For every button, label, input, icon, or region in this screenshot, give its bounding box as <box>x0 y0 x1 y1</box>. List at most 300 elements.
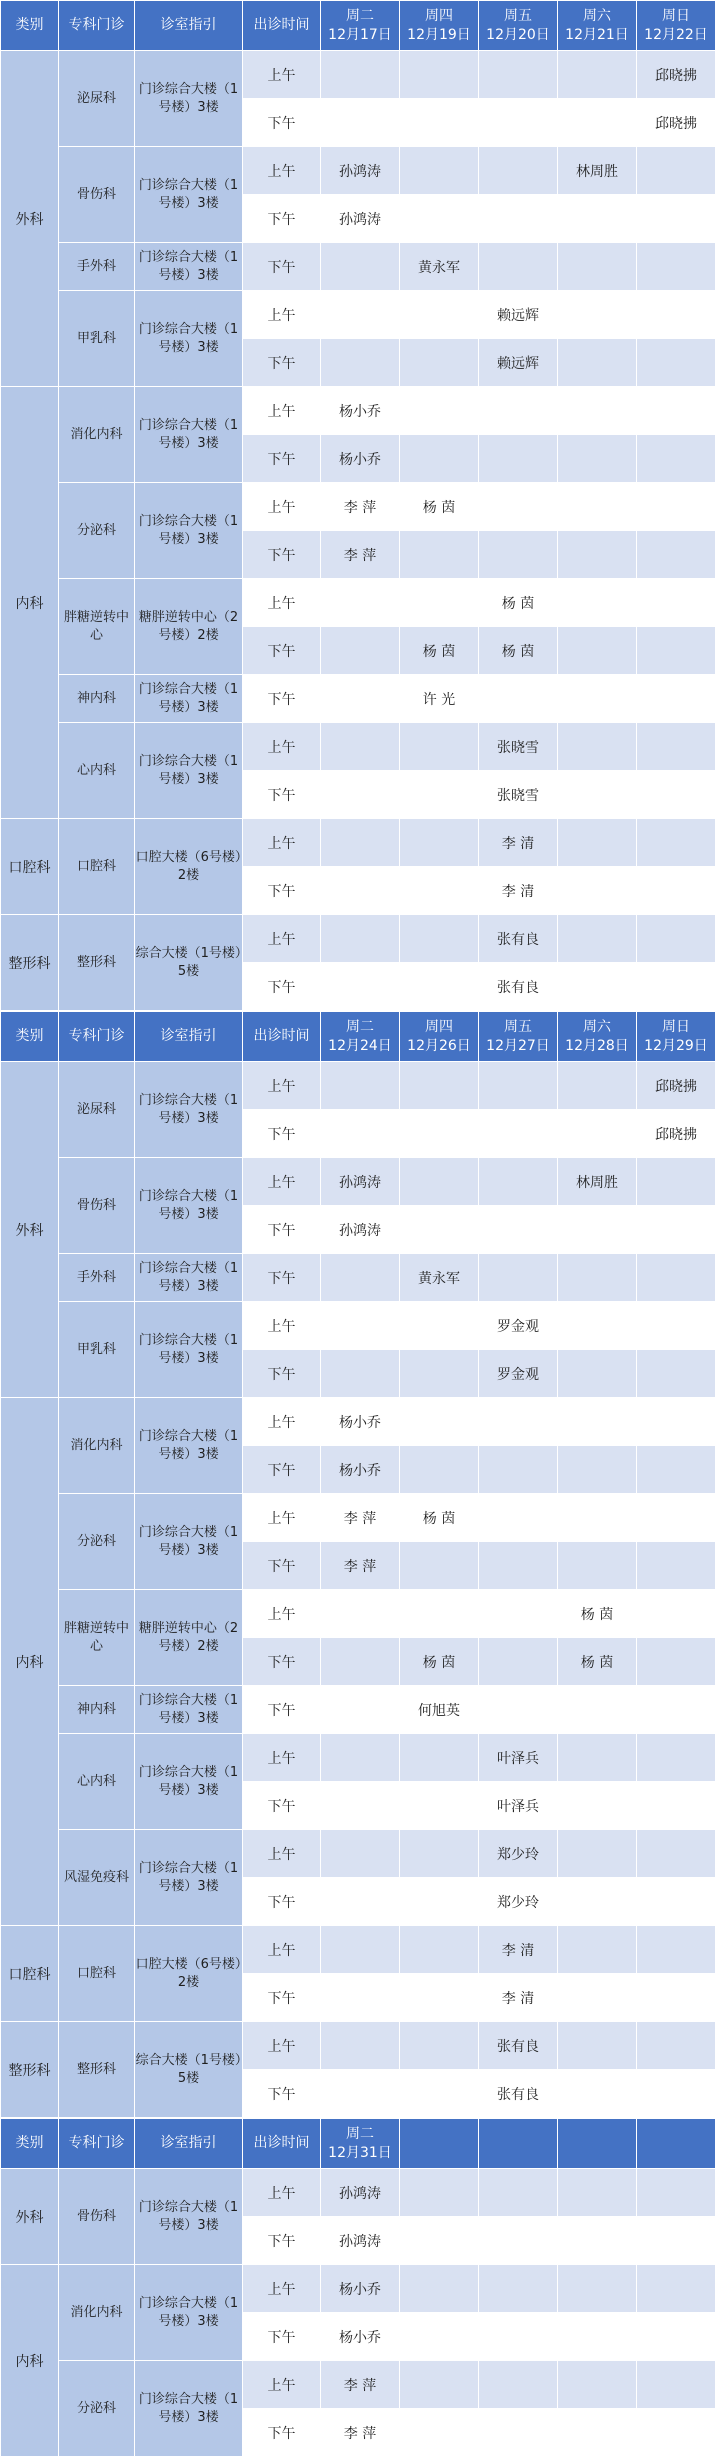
doctor-cell: 李 清 <box>479 1974 558 2022</box>
session-time-cell: 上午 <box>243 51 321 99</box>
doctor-cell: 杨 茵 <box>400 1494 479 1542</box>
doctor-cell: 郑少玲 <box>479 1830 558 1878</box>
doctor-cell <box>558 1830 637 1878</box>
session-time-cell: 上午 <box>243 915 321 963</box>
doctor-cell <box>321 579 400 627</box>
session-time-cell: 下午 <box>243 2313 321 2361</box>
doctor-cell <box>637 1446 715 1494</box>
doctor-cell <box>321 99 400 147</box>
category-cell: 整形科 <box>1 2022 59 2118</box>
doctor-cell <box>479 2409 558 2457</box>
doctor-cell <box>637 1686 715 1734</box>
header-specialty: 专科门诊 <box>59 1012 135 1062</box>
doctor-cell <box>321 963 400 1011</box>
schedule-row <box>1 1590 715 1638</box>
doctor-cell <box>637 915 715 963</box>
specialty-cell: 胖糖逆转中心 <box>59 579 135 675</box>
doctor-cell <box>479 1398 558 1446</box>
doctor-cell <box>558 1302 637 1350</box>
schedule-row <box>1 1926 715 1974</box>
doctor-cell <box>637 1350 715 1398</box>
doctor-cell: 杨 茵 <box>400 627 479 675</box>
doctor-cell <box>479 99 558 147</box>
doctor-cell: 杨小乔 <box>321 1398 400 1446</box>
doctor-cell <box>558 1878 637 1926</box>
doctor-cell: 张有良 <box>479 2070 558 2118</box>
doctor-cell: 赖远辉 <box>479 291 558 339</box>
doctor-cell <box>400 579 479 627</box>
doctor-cell <box>321 291 400 339</box>
doctor-cell <box>558 1254 637 1302</box>
doctor-cell <box>558 2169 637 2217</box>
session-time-cell: 下午 <box>243 1638 321 1686</box>
doctor-cell <box>321 1830 400 1878</box>
doctor-cell <box>637 819 715 867</box>
doctor-cell <box>479 1686 558 1734</box>
session-time-cell: 下午 <box>243 963 321 1011</box>
doctor-cell <box>558 99 637 147</box>
doctor-cell <box>558 435 637 483</box>
doctor-cell <box>479 2169 558 2217</box>
doctor-cell: 孙鸿涛 <box>321 2217 400 2265</box>
schedule-row <box>1 1398 715 1446</box>
doctor-cell <box>558 1206 637 1254</box>
doctor-cell <box>558 51 637 99</box>
doctor-cell: 杨小乔 <box>321 1446 400 1494</box>
header-row <box>1 1012 715 1062</box>
doctor-cell <box>479 2217 558 2265</box>
schedule-row <box>1 483 715 531</box>
session-time-cell: 上午 <box>243 2265 321 2313</box>
specialty-cell: 分泌科 <box>59 2361 135 2457</box>
session-time-cell: 上午 <box>243 2169 321 2217</box>
room-cell: 门诊综合大楼（1号楼）3楼 <box>135 1494 243 1590</box>
specialty-cell: 骨伤科 <box>59 147 135 243</box>
session-time-cell: 上午 <box>243 1926 321 1974</box>
doctor-cell <box>400 1446 479 1494</box>
doctor-cell <box>400 1158 479 1206</box>
doctor-cell <box>637 675 715 723</box>
doctor-cell <box>637 1494 715 1542</box>
session-time-cell: 下午 <box>243 1206 321 1254</box>
header-row <box>1 1 715 51</box>
header-day <box>558 2119 637 2169</box>
doctor-cell <box>321 243 400 291</box>
header-date: 12月27日 <box>479 1037 557 1056</box>
header-room: 诊室指引 <box>135 2119 243 2169</box>
doctor-cell <box>558 339 637 387</box>
doctor-cell <box>479 147 558 195</box>
doctor-cell <box>637 339 715 387</box>
schedule-row <box>1 1830 715 1878</box>
session-time-cell: 下午 <box>243 1254 321 1302</box>
doctor-cell <box>479 387 558 435</box>
header-day <box>321 1 400 51</box>
room-cell: 门诊综合大楼（1号楼）3楼 <box>135 2361 243 2457</box>
doctor-cell <box>400 387 479 435</box>
room-cell: 门诊综合大楼（1号楼）3楼 <box>135 1398 243 1494</box>
doctor-cell <box>637 291 715 339</box>
session-time-cell: 下午 <box>243 243 321 291</box>
category-cell: 外科 <box>1 51 59 387</box>
doctor-cell <box>479 435 558 483</box>
specialty-cell: 消化内科 <box>59 387 135 483</box>
doctor-cell: 罗金观 <box>479 1302 558 1350</box>
doctor-cell <box>637 1254 715 1302</box>
doctor-cell <box>637 483 715 531</box>
doctor-cell <box>400 723 479 771</box>
header-specialty: 专科门诊 <box>59 2119 135 2169</box>
header-category: 类别 <box>1 1012 59 1062</box>
doctor-cell <box>558 2070 637 2118</box>
doctor-cell <box>637 531 715 579</box>
room-cell: 门诊综合大楼（1号楼）3楼 <box>135 1158 243 1254</box>
header-weekday: 周六 <box>558 1018 636 1037</box>
header-row <box>1 2119 715 2169</box>
doctor-cell: 邱晓拂 <box>637 99 715 147</box>
doctor-cell <box>400 2265 479 2313</box>
category-cell: 整形科 <box>1 915 59 1011</box>
doctor-cell <box>479 1206 558 1254</box>
schedule-row <box>1 819 715 867</box>
doctor-cell: 邱晓拂 <box>637 51 715 99</box>
session-time-cell: 下午 <box>243 1542 321 1590</box>
doctor-cell: 张晓雪 <box>479 771 558 819</box>
doctor-cell <box>637 147 715 195</box>
session-time-cell: 下午 <box>243 531 321 579</box>
header-day <box>400 1012 479 1062</box>
doctor-cell: 孙鸿涛 <box>321 1206 400 1254</box>
session-time-cell: 下午 <box>243 1974 321 2022</box>
room-cell: 门诊综合大楼（1号楼）3楼 <box>135 723 243 819</box>
doctor-cell <box>321 819 400 867</box>
doctor-cell <box>637 1734 715 1782</box>
header-date: 12月28日 <box>558 1037 636 1056</box>
schedule-row <box>1 1686 715 1734</box>
doctor-cell: 郑少玲 <box>479 1878 558 1926</box>
doctor-cell <box>321 1974 400 2022</box>
doctor-cell <box>400 1302 479 1350</box>
doctor-cell <box>558 387 637 435</box>
header-day <box>400 2119 479 2169</box>
doctor-cell <box>400 99 479 147</box>
header-weekday: 周六 <box>558 7 636 26</box>
doctor-cell <box>558 2313 637 2361</box>
doctor-cell: 李 萍 <box>321 2361 400 2409</box>
doctor-cell <box>637 2070 715 2118</box>
category-cell: 口腔科 <box>1 1926 59 2022</box>
doctor-cell: 杨 茵 <box>400 483 479 531</box>
header-weekday: 周四 <box>400 1018 478 1037</box>
header-category: 类别 <box>1 1 59 51</box>
schedule-table-week-2 <box>0 1011 715 2118</box>
specialty-cell: 甲乳科 <box>59 1302 135 1398</box>
header-day <box>637 2119 715 2169</box>
schedule-row <box>1 2022 715 2070</box>
room-cell: 口腔大楼（6号楼）2楼 <box>135 1926 243 2022</box>
doctor-cell <box>400 771 479 819</box>
room-cell: 糖胖逆转中心（2号楼）2楼 <box>135 579 243 675</box>
header-weekday: 周二 <box>321 1018 399 1037</box>
doctor-cell <box>479 2265 558 2313</box>
specialty-cell: 分泌科 <box>59 483 135 579</box>
doctor-cell <box>637 243 715 291</box>
doctor-cell: 杨小乔 <box>321 435 400 483</box>
doctor-cell <box>321 1878 400 1926</box>
doctor-cell <box>558 1926 637 1974</box>
room-cell: 门诊综合大楼（1号楼）3楼 <box>135 51 243 147</box>
doctor-cell <box>321 339 400 387</box>
doctor-cell: 叶泽兵 <box>479 1782 558 1830</box>
doctor-cell <box>479 51 558 99</box>
doctor-cell <box>637 2022 715 2070</box>
doctor-cell <box>400 531 479 579</box>
doctor-cell <box>400 1734 479 1782</box>
doctor-cell <box>479 1062 558 1110</box>
doctor-cell: 张有良 <box>479 963 558 1011</box>
specialty-cell: 整形科 <box>59 915 135 1011</box>
header-specialty: 专科门诊 <box>59 1 135 51</box>
category-cell: 内科 <box>1 2265 59 2457</box>
header-date: 12月20日 <box>479 26 557 45</box>
doctor-cell <box>400 147 479 195</box>
doctor-cell <box>479 1158 558 1206</box>
session-time-cell: 下午 <box>243 771 321 819</box>
doctor-cell <box>558 1398 637 1446</box>
doctor-cell <box>321 1254 400 1302</box>
doctor-cell <box>321 1302 400 1350</box>
doctor-cell: 李 萍 <box>321 531 400 579</box>
header-weekday: 周日 <box>637 1018 715 1037</box>
doctor-cell: 何旭英 <box>400 1686 479 1734</box>
doctor-cell <box>558 1782 637 1830</box>
doctor-cell <box>321 1638 400 1686</box>
doctor-cell: 张有良 <box>479 2022 558 2070</box>
specialty-cell: 手外科 <box>59 243 135 291</box>
doctor-cell <box>479 1110 558 1158</box>
specialty-cell: 口腔科 <box>59 819 135 915</box>
doctor-cell <box>479 1494 558 1542</box>
schedule-row <box>1 1062 715 1110</box>
doctor-cell: 孙鸿涛 <box>321 147 400 195</box>
doctor-cell: 叶泽兵 <box>479 1734 558 1782</box>
doctor-cell <box>637 435 715 483</box>
doctor-cell <box>637 579 715 627</box>
session-time-cell: 下午 <box>243 1878 321 1926</box>
room-cell: 门诊综合大楼（1号楼）3楼 <box>135 243 243 291</box>
session-time-cell: 下午 <box>243 675 321 723</box>
schedule-row <box>1 147 715 195</box>
session-time-cell: 下午 <box>243 435 321 483</box>
specialty-cell: 骨伤科 <box>59 2169 135 2265</box>
room-cell: 门诊综合大楼（1号楼）3楼 <box>135 2169 243 2265</box>
doctor-cell <box>400 291 479 339</box>
doctor-cell <box>637 2409 715 2457</box>
doctor-cell <box>400 2217 479 2265</box>
doctor-cell: 张有良 <box>479 915 558 963</box>
doctor-cell <box>400 1398 479 1446</box>
session-time-cell: 上午 <box>243 1590 321 1638</box>
doctor-cell <box>558 2217 637 2265</box>
session-time-cell: 下午 <box>243 2070 321 2118</box>
header-day <box>558 1012 637 1062</box>
header-room: 诊室指引 <box>135 1 243 51</box>
header-weekday: 周二 <box>321 7 399 26</box>
room-cell: 门诊综合大楼（1号楼）3楼 <box>135 1830 243 1926</box>
doctor-cell <box>637 1830 715 1878</box>
doctor-cell <box>321 51 400 99</box>
session-time-cell: 上午 <box>243 147 321 195</box>
doctor-cell <box>558 1686 637 1734</box>
doctor-cell <box>400 1206 479 1254</box>
session-time-cell: 下午 <box>243 867 321 915</box>
doctor-cell <box>558 531 637 579</box>
session-time-cell: 上午 <box>243 2022 321 2070</box>
doctor-cell <box>558 627 637 675</box>
schedule-row <box>1 723 715 771</box>
doctor-cell <box>558 291 637 339</box>
doctor-cell <box>637 1638 715 1686</box>
doctor-cell: 邱晓拂 <box>637 1062 715 1110</box>
doctor-cell <box>637 195 715 243</box>
doctor-cell <box>637 2265 715 2313</box>
category-cell: 内科 <box>1 1398 59 1926</box>
doctor-cell: 杨 茵 <box>400 1638 479 1686</box>
session-time-cell: 上午 <box>243 483 321 531</box>
session-time-cell: 下午 <box>243 1110 321 1158</box>
doctor-cell <box>479 1542 558 1590</box>
doctor-cell <box>321 915 400 963</box>
specialty-cell: 风湿免疫科 <box>59 1830 135 1926</box>
doctor-cell <box>558 1494 637 1542</box>
doctor-cell <box>400 2313 479 2361</box>
header-room: 诊室指引 <box>135 1012 243 1062</box>
doctor-cell <box>400 1062 479 1110</box>
room-cell: 糖胖逆转中心（2号楼）2楼 <box>135 1590 243 1686</box>
session-time-cell: 上午 <box>243 723 321 771</box>
doctor-cell <box>558 2361 637 2409</box>
room-cell: 门诊综合大楼（1号楼）3楼 <box>135 1734 243 1830</box>
doctor-cell: 杨 茵 <box>479 627 558 675</box>
doctor-cell <box>558 195 637 243</box>
doctor-cell <box>321 1734 400 1782</box>
doctor-cell <box>637 627 715 675</box>
header-time: 出诊时间 <box>243 1 321 51</box>
header-category: 类别 <box>1 2119 59 2169</box>
specialty-cell: 骨伤科 <box>59 1158 135 1254</box>
doctor-cell <box>637 1302 715 1350</box>
schedule-row <box>1 2265 715 2313</box>
session-time-cell: 下午 <box>243 1446 321 1494</box>
doctor-cell: 杨 茵 <box>558 1638 637 1686</box>
doctor-cell <box>558 2409 637 2457</box>
schedule-table-week-3 <box>0 2118 715 2457</box>
doctor-cell <box>637 2169 715 2217</box>
header-day <box>321 2119 400 2169</box>
doctor-cell <box>637 387 715 435</box>
doctor-cell <box>637 1974 715 2022</box>
room-cell: 门诊综合大楼（1号楼）3楼 <box>135 1302 243 1398</box>
doctor-cell <box>558 915 637 963</box>
header-date: 12月19日 <box>400 26 478 45</box>
header-date: 12月21日 <box>558 26 636 45</box>
doctor-cell <box>637 723 715 771</box>
schedule-row <box>1 291 715 339</box>
doctor-cell <box>558 963 637 1011</box>
room-cell: 门诊综合大楼（1号楼）3楼 <box>135 1254 243 1302</box>
session-time-cell: 下午 <box>243 2409 321 2457</box>
doctor-cell <box>400 435 479 483</box>
schedule-row <box>1 51 715 99</box>
session-time-cell: 上午 <box>243 291 321 339</box>
doctor-cell <box>637 1158 715 1206</box>
schedule-row <box>1 1494 715 1542</box>
doctor-cell <box>321 1350 400 1398</box>
session-time-cell: 上午 <box>243 819 321 867</box>
specialty-cell: 神内科 <box>59 675 135 723</box>
doctor-cell: 李 萍 <box>321 1494 400 1542</box>
doctor-cell <box>479 675 558 723</box>
doctor-cell <box>400 1974 479 2022</box>
doctor-cell: 林周胜 <box>558 147 637 195</box>
specialty-cell: 泌尿科 <box>59 1062 135 1158</box>
header-time: 出诊时间 <box>243 1012 321 1062</box>
doctor-cell <box>400 51 479 99</box>
doctor-cell <box>637 1926 715 1974</box>
specialty-cell: 消化内科 <box>59 1398 135 1494</box>
session-time-cell: 上午 <box>243 1830 321 1878</box>
specialty-cell: 神内科 <box>59 1686 135 1734</box>
doctor-cell <box>400 1350 479 1398</box>
session-time-cell: 上午 <box>243 579 321 627</box>
session-time-cell: 上午 <box>243 2361 321 2409</box>
doctor-cell: 罗金观 <box>479 1350 558 1398</box>
doctor-cell <box>558 2265 637 2313</box>
doctor-cell: 李 萍 <box>321 1542 400 1590</box>
doctor-cell <box>558 579 637 627</box>
session-time-cell: 下午 <box>243 2217 321 2265</box>
doctor-cell: 黄永军 <box>400 243 479 291</box>
doctor-cell <box>558 1350 637 1398</box>
doctor-cell: 李 清 <box>479 867 558 915</box>
doctor-cell <box>321 2070 400 2118</box>
doctor-cell <box>637 2361 715 2409</box>
doctor-cell <box>558 2022 637 2070</box>
doctor-cell <box>558 1542 637 1590</box>
specialty-cell: 手外科 <box>59 1254 135 1302</box>
doctor-cell <box>479 1254 558 1302</box>
doctor-cell <box>400 1830 479 1878</box>
doctor-cell <box>637 867 715 915</box>
doctor-cell: 孙鸿涛 <box>321 2169 400 2217</box>
header-day <box>479 1 558 51</box>
doctor-cell <box>400 1590 479 1638</box>
session-time-cell: 下午 <box>243 627 321 675</box>
doctor-cell: 杨小乔 <box>321 387 400 435</box>
doctor-cell <box>479 531 558 579</box>
category-cell: 口腔科 <box>1 819 59 915</box>
schedule-row <box>1 1302 715 1350</box>
session-time-cell: 下午 <box>243 99 321 147</box>
doctor-cell <box>558 723 637 771</box>
doctor-cell <box>321 2022 400 2070</box>
specialty-cell: 胖糖逆转中心 <box>59 1590 135 1686</box>
doctor-cell <box>558 867 637 915</box>
room-cell: 门诊综合大楼（1号楼）3楼 <box>135 147 243 243</box>
doctor-cell <box>321 675 400 723</box>
doctor-cell <box>400 867 479 915</box>
doctor-cell <box>479 1590 558 1638</box>
